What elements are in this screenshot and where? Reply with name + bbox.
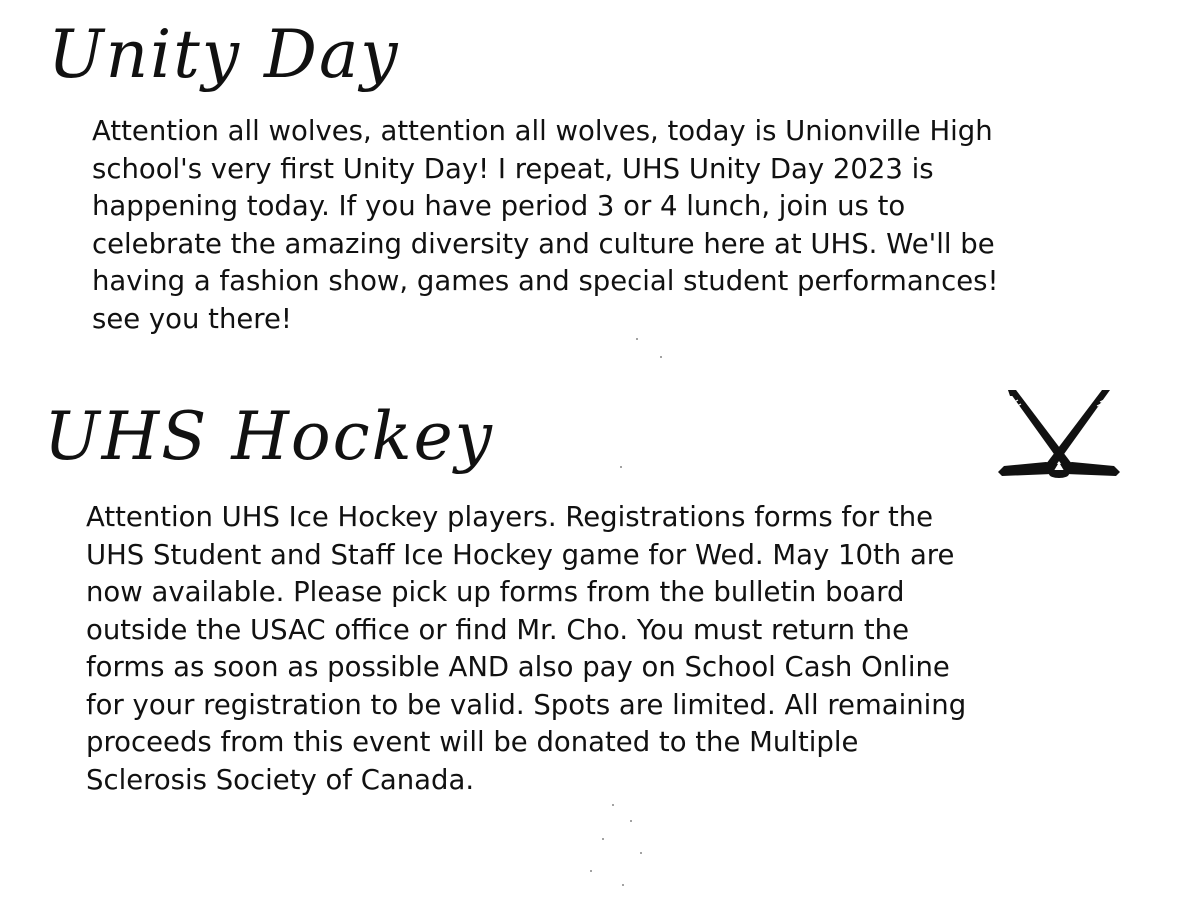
scan-speck — [660, 356, 662, 358]
announcement-line: forms as soon as possible AND also pay on School Cash Online — [86, 651, 950, 683]
unity-day-heading: Unity Day — [48, 16, 400, 93]
scan-speck — [636, 338, 638, 340]
announcement-line: Attention all wolves, attention all wolves, today is Unionville High — [92, 115, 993, 147]
scan-speck — [590, 870, 592, 872]
announcement-line: proceeds from this event will be donated to the Multiple — [86, 726, 859, 758]
uhs-hockey-heading: UHS Hockey — [44, 398, 494, 475]
announcement-line: happening today. If you have period 3 or 4 lunch, join us to — [92, 190, 906, 222]
scan-speck — [612, 804, 614, 806]
scan-speck — [602, 838, 604, 840]
announcement-line: outside the USAC office or find Mr. Cho. You must return the — [86, 613, 909, 646]
hockey-sticks-icon — [996, 388, 1122, 480]
announcement-line: for your registration to be valid. Spots are limited. All remaining — [86, 688, 967, 721]
announcement-line: Sclerosis Society of Canada. — [86, 763, 475, 796]
announcement-line: school's very first Unity Day! I repeat, UHS Unity Day 2023 is — [92, 152, 934, 185]
announcement-line: UHS Student and Staff Ice Hockey game for Wed. May 10th are — [86, 538, 955, 571]
announcement-line: see you there! — [92, 302, 292, 335]
scan-speck — [630, 820, 632, 822]
announcement-line: Attention UHS Ice Hockey players. Registrations forms for the — [86, 501, 934, 533]
announcement-line: now available. Please pick up forms from the bulletin board — [86, 576, 905, 608]
scan-speck — [622, 884, 624, 886]
scan-speck — [620, 466, 622, 468]
announcement-line: having a fashion show, games and special student performances! — [92, 265, 999, 297]
uhs-hockey-announcement — [86, 499, 1186, 799]
unity-day-announcement — [92, 113, 1192, 338]
scan-speck — [640, 852, 642, 854]
announcement-line: celebrate the amazing diversity and culture here at UHS. We'll be — [92, 227, 995, 260]
